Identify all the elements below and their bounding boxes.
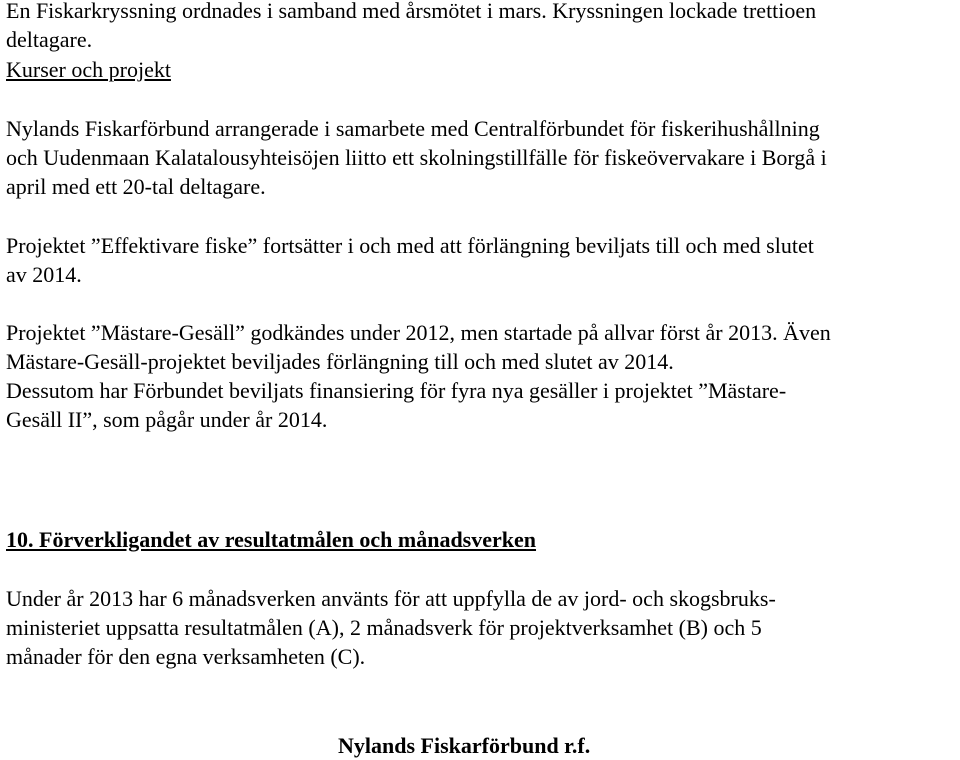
paragraph-line: månader för den egna verksamheten (C).: [6, 644, 366, 669]
paragraph-effektivare-fiske: [6, 231, 814, 289]
paragraph-line: Under år 2013 har 6 månadsverken använts för att uppfylla de av jord- och skogsbruks-: [6, 586, 776, 611]
paragraph-line: Nylands Fiskarförbund arrangerade i samarbete med Centralförbundet för fiskerihushållning: [6, 116, 820, 141]
signature: Nylands Fiskarförbund r.f.: [338, 733, 591, 758]
intro-line-2: deltagare.: [6, 27, 93, 52]
section-heading-10: [6, 525, 536, 554]
paragraph-line: Gesäll II”, som pågår under år 2014.: [6, 407, 328, 432]
paragraph-line: Mästare-Gesäll-projektet beviljades förlängning till och med slutet av 2014.: [6, 349, 674, 374]
paragraph-line: Projektet ”Effektivare fiske” fortsätter i och med att förlängning beviljats till och med slutet: [6, 233, 814, 258]
paragraph-line: april med ett 20-tal deltagare.: [6, 174, 266, 199]
paragraph-manadsverken: [6, 584, 776, 671]
paragraph-line: ministeriet uppsatta resultatmålen (A), 2 månadsverk för projektverksamhet (B) och 5: [6, 615, 762, 640]
paragraph-fiskeovervakare: [6, 114, 827, 201]
intro-paragraph: [6, 0, 816, 54]
section-title-text: Kurser och projekt: [6, 57, 171, 82]
section-heading-10-text: 10. Förverkligandet av resultatmålen och månadsverken: [6, 527, 537, 552]
paragraph-line: av 2014.: [6, 262, 82, 287]
section-title-kurser: [6, 55, 171, 84]
paragraph-line: och Uudenmaan Kalatalousyhteisöjen liitto ett skolningstillfälle för fiskeövervakare i Borgå i: [6, 145, 827, 170]
paragraph-line: Dessutom har Förbundet beviljats finansiering för fyra nya gesäller i projektet ”Mästare-: [6, 378, 787, 403]
intro-line-1: En Fiskarkryssning ordnades i samband med årsmötet i mars. Kryssningen lockade trettioen: [6, 0, 817, 23]
paragraph-line: Projektet ”Mästare-Gesäll” godkändes under 2012, men startade på allvar först år 2013. Även: [6, 320, 831, 345]
paragraph-mastare-gesall: [6, 318, 831, 434]
